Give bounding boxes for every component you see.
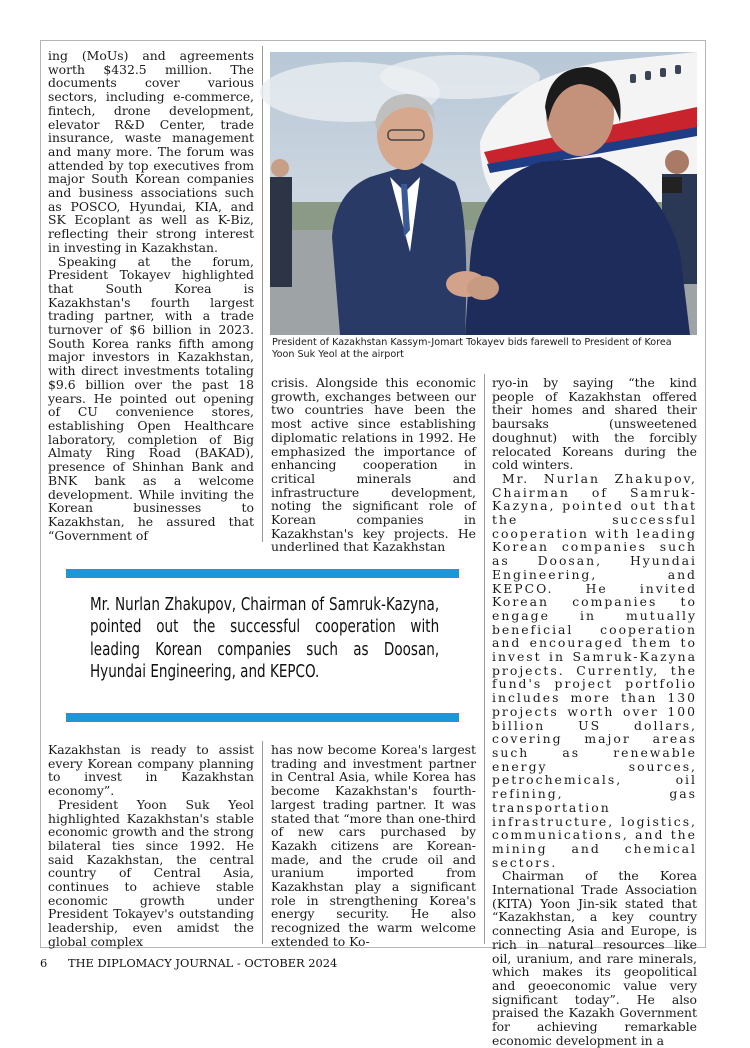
paragraph: Chairman of the Korea International Trade Association (KITA) Yoon Jin-sik stated that “Kazakhstan, a key country connecting Asia and Europe, is rich in natural resources like oil, uranium, and rare minerals, which makes its geopolitical and geoeconomic value very significant today”. He also praised the Kazakh Government for achieving remarkable economic development in a (492, 868, 697, 1048)
paragraph: has now become Korea's largest trading and investment partner in Central Asia, while Korea has become Kazakhstan's fourth-largest trading partner. It was stated that “more than one-third of new cars purchased by Kazakh citizens are Korean-made, and the crude oil and uranium imported from Kazakhstan play a significant role in strengthening Korea's energy security. He also recognized the warm welcome extended to Ko- (271, 742, 476, 949)
page-number: 6 (40, 956, 48, 970)
column-2-bottom (271, 743, 476, 947)
article-photo (270, 52, 697, 335)
pull-quote: Mr. Nurlan Zhakupov, Chairman of Samruk-Kazyna, pointed out the successful cooperation with leading Korean companies such as Doosan, Hyundai Engineering, and KEPCO. (90, 595, 440, 683)
column-1-top (48, 49, 254, 545)
publication-name: THE DIPLOMACY JOURNAL - OCTOBER 2024 (68, 956, 338, 970)
column-3 (492, 375, 697, 1048)
paragraph: Speaking at the forum, President Tokayev highlighted that South Korea is Kazakhstan's fourth largest trading partner, with a trade turnover of $6 billion in 2023. South Korea ranks fifth among major investors in Kazakhstan, with direct investments totaling $9.6 billion over the past 18 years. He pointed out opening of CU convenience stores, establishing Open Healthcare laboratory, completion of Big Almaty Ring Road (BAKAD), presence of Shinhan Bank and BNK bank as a welcome development. While inviting the Korean businesses to Kazakhstan, he assured that “Government of (48, 253, 254, 543)
paragraph: ing (MoUs) and agreements worth $432.5 million. The documents cover various sectors, including e-commerce, fintech, drone development, elevator R&D Center, trade insurance, waste management and many more. The forum was attended by top executives from major South Korean companies and business associations such as POSCO, Hyundai, KIA, and SK Ecoplant as well as K-Biz, reflecting their strong interest in investing in Kazakhstan. (48, 48, 254, 255)
paragraph: Kazakhstan is ready to assist every Korean company planning to invest in Kazakhstan economy”. (48, 742, 254, 799)
column-divider (484, 374, 485, 944)
column-divider (262, 741, 263, 944)
photo-caption: President of Kazakhstan Kassym-Jomart Tokayev bids farewell to President of Korea Yoon Suk Yeol at the airport (272, 337, 672, 360)
column-divider (262, 46, 263, 542)
paragraph: President Yoon Suk Yeol highlighted Kazakhstan's stable economic growth and the strong bilateral ties since 1992. He said Kazakhstan, the central country of Central Asia, continues to achieve stable economic growth under President Tokayev's outstanding leadership, even amidst the global complex (48, 796, 254, 949)
page-footer (40, 956, 640, 970)
presidents-handshake-image (270, 52, 697, 335)
paragraph: ryo-in by saying “the kind people of Kazakhstan offered their homes and shared their baursaks (unsweetened doughnut) with the forcibly relocated Koreans during the cold winters. (492, 375, 697, 473)
pull-quote-bottom-bar (66, 713, 459, 722)
column-1-bottom (48, 743, 254, 947)
column-2-top (271, 375, 476, 555)
paragraph: Mr. Nurlan Zhakupov, Chairman of Samruk-Kazyna, pointed out that the successful cooperation with leading Korean companies such as Doosan, Hyundai Engineering, and KEPCO. He invited Korean companies to engage in mutually beneficial cooperation and encouraged them to invest in Samruk-Kazyna projects. Currently, the fund's project portfolio includes more than 130 projects worth over 100 billion US dollars, covering major areas such as renewable energy sources, petrochemicals, oil refining, gas transportation infrastructure, logistics, communications, and the mining and chemical sectors. (492, 470, 697, 870)
paragraph: crisis. Alongside this economic growth, exchanges between our two countries have been the most active since establishing diplomatic relations in 1992. He emphasized the importance of enhancing cooperation in critical minerals and infrastructure development, noting the significant role of Korean companies in Kazakhstan's key projects. He underlined that Kazakhstan (271, 375, 476, 555)
pull-quote-top-bar (66, 569, 459, 578)
